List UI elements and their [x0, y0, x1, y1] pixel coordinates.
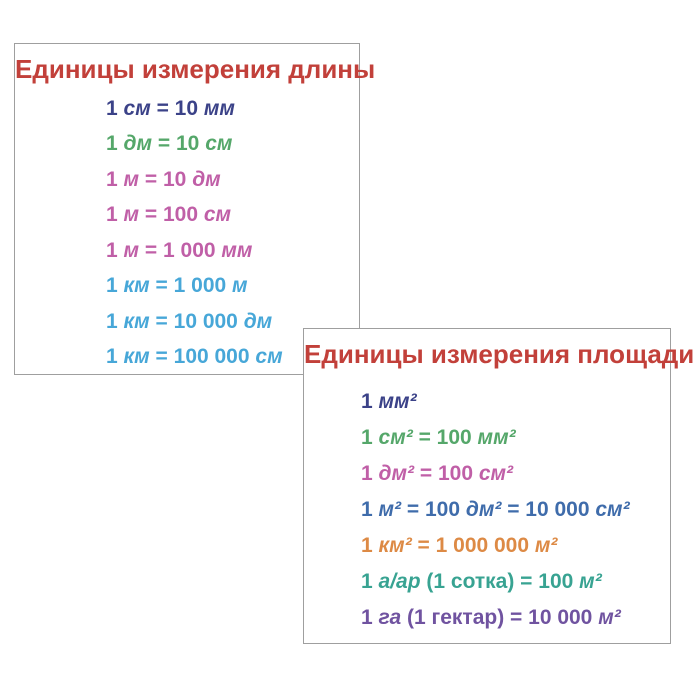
unit-text: км²	[378, 534, 412, 557]
unit-text: м²	[378, 498, 402, 521]
unit-text: мм²	[378, 390, 417, 413]
area-card-title: Единицы измерения площади	[304, 339, 695, 369]
number-text: = 100	[401, 498, 466, 521]
rule-line	[106, 233, 359, 269]
unit-text: дм	[243, 309, 273, 333]
rule-line	[361, 456, 670, 492]
unit-text: км	[123, 309, 150, 333]
unit-text: м	[123, 167, 140, 191]
unit-text: дм²	[465, 498, 502, 521]
number-text: = 100 000	[149, 345, 256, 369]
number-text: 1	[106, 96, 124, 120]
number-text: 1	[106, 167, 124, 191]
number-text: 1	[106, 345, 124, 369]
number-text: 1	[361, 462, 379, 485]
unit-text: м²	[534, 534, 558, 557]
unit-text: м²	[579, 570, 602, 593]
length-card-title: Единицы измерения длины	[15, 54, 376, 84]
number-text: = 10	[152, 132, 206, 156]
number-text: = 1 000	[139, 238, 222, 262]
number-text: 1	[106, 132, 124, 156]
area-card-rules	[304, 384, 670, 636]
unit-text: см	[205, 132, 233, 156]
unit-text: см	[123, 96, 151, 120]
rule-line	[361, 600, 670, 636]
number-text: (1 сотка) = 100	[420, 570, 580, 593]
rule-line	[361, 564, 670, 600]
rule-line	[361, 528, 670, 564]
unit-text: м²	[598, 606, 621, 629]
unit-text: мм²	[477, 426, 516, 449]
unit-text: м	[123, 238, 140, 262]
rule-line	[361, 420, 670, 456]
number-text: 1	[106, 238, 124, 262]
number-text: 1	[106, 203, 124, 227]
number-text: 1	[361, 498, 379, 521]
number-text: = 100	[414, 462, 479, 485]
unit-text: мм	[221, 238, 253, 262]
number-text: 1	[106, 274, 124, 298]
number-text: 1	[361, 390, 379, 413]
number-text: (1 гектар) = 10 000	[401, 606, 599, 629]
number-text: 1	[361, 426, 379, 449]
unit-text: см²	[378, 426, 413, 449]
unit-text: км	[123, 345, 150, 369]
length-units-card	[14, 43, 376, 375]
unit-text: га	[378, 606, 402, 629]
rule-line	[106, 91, 359, 127]
unit-text: а/ар	[378, 570, 421, 593]
number-text: 1	[361, 570, 379, 593]
rule-line	[106, 162, 359, 198]
unit-text: мм	[203, 96, 235, 120]
unit-text: см	[255, 345, 283, 369]
number-text: = 10 000	[501, 498, 596, 521]
rule-line	[361, 384, 670, 420]
rule-line	[106, 127, 359, 163]
unit-text: дм	[192, 167, 221, 191]
number-text: = 1 000 000	[411, 534, 535, 557]
unit-text: км	[123, 274, 150, 298]
number-text: = 100	[139, 203, 204, 227]
number-text: = 10 000	[149, 309, 244, 333]
rule-line	[361, 492, 670, 528]
rule-line	[106, 198, 359, 234]
unit-text: дм²	[378, 462, 415, 485]
unit-text: м	[232, 274, 248, 298]
unit-text: см²	[478, 462, 514, 485]
unit-text: м	[123, 203, 140, 227]
number-text: 1	[106, 309, 124, 333]
unit-text: дм	[123, 132, 153, 156]
unit-text: см	[203, 203, 232, 227]
number-text: 1	[361, 606, 379, 629]
number-text: 1	[361, 534, 379, 557]
unit-text: см²	[595, 498, 630, 521]
area-units-card	[303, 328, 695, 644]
number-text: = 10	[150, 96, 204, 120]
number-text: = 1 000	[149, 274, 233, 298]
number-text: = 100	[412, 426, 478, 449]
rule-line	[106, 269, 359, 305]
number-text: = 10	[139, 167, 193, 191]
